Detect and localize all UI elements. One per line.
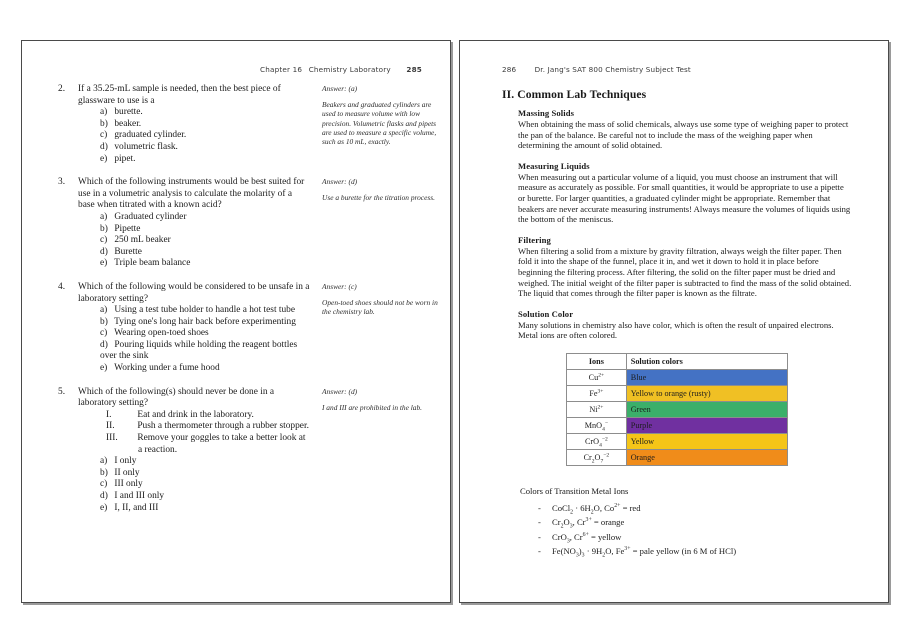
roman-item-label: I. [106, 409, 112, 420]
transition-metal-title: Colors of Transition Metal Ions [520, 485, 629, 496]
solution-color-cell: Yellow to orange (rusty) [626, 385, 787, 401]
answer-explanation: Use a burette for the titration process. [322, 193, 435, 203]
answer-sidenote [310, 177, 440, 202]
roman-item-text: Eat and drink in the laboratory. [135, 409, 254, 420]
ion-formula-cell: $Cu^{2+}$ [567, 369, 627, 385]
question-number: 4. [58, 281, 66, 292]
left-running-head-chapter: Chapter 16 [260, 65, 303, 74]
answer-choice[interactable] [100, 235, 310, 247]
table-row [567, 385, 788, 401]
roman-numeral-list [78, 410, 310, 456]
question-number: 2. [58, 84, 66, 94]
solution-color-cell: Yellow [626, 433, 787, 449]
ion-formula-cell: $Fe^{3+}$ [567, 385, 627, 401]
answer-choice[interactable] [100, 328, 310, 340]
question-main [40, 177, 310, 270]
answer-choice-text: I only [112, 456, 137, 467]
answer-choice-label: e) [100, 258, 108, 269]
transition-metal-formula: $Cr_2O_3$, $Cr^{3+}$ = orange [552, 517, 625, 531]
question-row [40, 177, 440, 270]
answer-choice-label: a) [100, 305, 108, 316]
answer-choice-text: I and III only [112, 491, 165, 501]
answer-choice-text: graduated cylinder. [112, 130, 187, 141]
answer-choice-text: Pouring liquids while holding the reagent bottles over the sink [100, 339, 298, 362]
answer-choice[interactable] [100, 212, 310, 224]
answer-choice-text: I, II, and III [112, 502, 159, 513]
ion-formula-cell: $Ni^{2+}$ [567, 401, 627, 417]
answer-explanation: I and III are prohibited in the lab. [322, 402, 423, 412]
question-main [40, 387, 310, 515]
answer-choice-text: Burette [112, 246, 142, 257]
subsection-heading: Solution Color [518, 308, 574, 319]
roman-item[interactable] [106, 421, 310, 433]
right-page [459, 40, 889, 603]
answer-choice[interactable] [100, 142, 310, 154]
bullet-dash: - [538, 531, 541, 542]
answer-choice-label: a) [100, 456, 108, 467]
answer-choice[interactable] [100, 317, 310, 329]
left-page-number: 285 [406, 65, 422, 74]
subsection-body: When filtering a solid from a mixture by gravity filtration, always weigh the filter paper. Then fold it into the shape of the funnel, place it in, and wet it down to hold it in place before beginning the filtering process. After filtering, the solid on the filter paper must be dried and weighed. The initial weight of the filter paper is subtracted to find the mass of the solid obtained. The liquid that comes through the filter paper is known as the filtrate. [518, 245, 852, 299]
roman-item-label: III. [106, 433, 118, 444]
ion-table-header-colors: Solution colors [626, 353, 787, 369]
table-row [567, 433, 788, 449]
answer-choice[interactable] [100, 503, 310, 515]
answer-key: Answer: (a) [322, 84, 358, 93]
question-row [40, 387, 440, 515]
answer-choice-label: d) [100, 491, 108, 501]
transition-metal-item [538, 501, 852, 516]
right-page-number: 286 [502, 65, 517, 74]
answer-choice[interactable] [100, 224, 310, 236]
ion-formula-cell: MnO$_4$− [567, 417, 627, 433]
right-running-head-title: Dr. Jang's SAT 800 Chemistry Subject Test [534, 65, 691, 74]
answer-choice-label: d) [100, 339, 108, 350]
right-page-body [460, 74, 888, 559]
answer-choice[interactable] [100, 154, 310, 166]
answer-choice-label: a) [100, 107, 108, 118]
answer-choice-text: burette. [112, 107, 143, 118]
answer-choice-text: Wearing open-toed shoes [112, 328, 209, 339]
answer-choice[interactable] [100, 247, 310, 259]
transition-metal-item [538, 544, 852, 559]
question-main [40, 282, 310, 375]
section-title: II. Common Lab Techniques [502, 88, 647, 101]
answer-choice-list [78, 212, 310, 270]
transition-metal-item [538, 530, 852, 545]
question-stem: Which of the following would be considered to be unsafe in a laboratory setting? [78, 281, 310, 304]
answer-key: Answer: (d) [322, 386, 358, 396]
question-row [40, 282, 440, 375]
answer-choice-list [78, 107, 310, 165]
question-number: 5. [58, 386, 66, 397]
answer-key: Answer: (c) [322, 281, 357, 291]
answer-key: Answer: (d) [322, 177, 358, 187]
answer-choice-label: b) [100, 223, 108, 234]
answer-choice[interactable] [100, 456, 310, 468]
left-page [21, 40, 451, 603]
answer-choice[interactable] [100, 107, 310, 119]
roman-item-label: II. [106, 421, 115, 432]
answer-explanation: Open-toed shoes should not be worn in the chemistry lab. [322, 298, 438, 317]
answer-choice[interactable] [100, 363, 310, 375]
answer-choice[interactable] [100, 130, 310, 142]
question-row [40, 84, 440, 165]
answer-choice-label: d) [100, 246, 108, 257]
answer-sidenote [310, 387, 440, 412]
answer-choice-label: e) [100, 502, 108, 513]
answer-choice-text: Using a test tube holder to handle a hot test tube [112, 305, 296, 316]
answer-choice[interactable] [100, 258, 310, 270]
question-number: 3. [58, 177, 66, 188]
subsection-body: When measuring out a particular volume of a liquid, you must choose an instrument that will measure as accurately as possible. For small quantities, it would be appropriate to use a pipette or burette. For larger quantities, a graduated cylinder might be appropriate. Remember that beakers are never accurate measuring instruments! Always measure the volumes of liquids using the bottom of the meniscus. [518, 171, 851, 225]
question-list [22, 74, 450, 514]
answer-choice-text: Triple beam balance [112, 258, 191, 269]
solution-color-cell: Purple [626, 417, 787, 433]
roman-item-text: Remove your goggles to take a better look at a reaction. [135, 433, 306, 455]
answer-choice-text: Working under a fume hood [112, 363, 220, 374]
left-running-head [22, 41, 450, 74]
answer-choice-label: c) [100, 328, 108, 339]
answer-choice-text: Tying one's long hair back before experimenting [112, 316, 296, 327]
answer-choice-label: b) [100, 118, 108, 129]
answer-choice-label: b) [100, 316, 108, 327]
table-row [567, 449, 788, 465]
answer-choice-text: 250 mL beaker [112, 235, 171, 246]
solution-color-cell: Orange [626, 449, 787, 465]
answer-explanation: Beakers and graduated cylinders are used to measure volume with low precision. Volumetric flasks and pipets are used to measure a specific volume, such as 10 mL, exactly. [322, 100, 437, 147]
solution-color-cell: Blue [626, 369, 787, 385]
subsection-body: When obtaining the mass of solid chemicals, always use some type of weighing paper to protect the pan of the balance. Be careful not to include the mass of the weighing paper when determining the amount of solid obtained. [518, 119, 849, 151]
question-main [40, 84, 310, 165]
table-row [567, 401, 788, 417]
answer-choice[interactable] [100, 340, 310, 363]
ion-formula-cell: CrO$_4^{-2}$ [567, 433, 627, 449]
subsection-heading: Massing Solids [518, 108, 575, 118]
transition-metal-formula: CrO$_3$, $Cr^{6+}$ = yellow [552, 531, 622, 545]
answer-sidenote [310, 282, 440, 317]
answer-choice[interactable] [100, 491, 310, 503]
roman-item-text: Push a thermometer through a rubber stopper. [135, 421, 309, 432]
answer-choice-text: II only [112, 467, 140, 478]
subsection-body: Many solutions in chemistry also have color, which is often the result of unpaired electrons. Metal ions are often colored. [518, 319, 834, 341]
answer-choice-text: III only [112, 479, 143, 490]
ion-formula-cell: $Cr_2O_7^{-2}$ [567, 449, 627, 465]
answer-choice[interactable] [100, 305, 310, 317]
answer-choice-text: beaker. [112, 118, 142, 129]
transition-metal-list [502, 501, 852, 559]
answer-choice[interactable] [100, 479, 310, 491]
table-row [567, 417, 788, 433]
answer-choice-list [78, 305, 310, 375]
answer-choice-text: volumetric flask. [112, 141, 178, 152]
question-stem: Which of the following(s) should never be done in a laboratory setting? [78, 386, 275, 409]
transition-metal-item [538, 515, 852, 530]
transition-metal-formula: CoCl$_2$ · $6H_2O$, $Co^{2+}$ = red [552, 502, 641, 516]
answer-choice-label: e) [100, 153, 108, 164]
answer-choice[interactable] [100, 468, 310, 480]
answer-choice-list [78, 456, 310, 514]
bullet-dash: - [538, 546, 541, 557]
roman-item[interactable] [106, 409, 310, 422]
ion-table-body [567, 369, 788, 465]
answer-choice-label: e) [100, 363, 108, 374]
answer-choice-label: c) [100, 130, 108, 141]
right-running-head [460, 41, 888, 74]
answer-choice-text: Pipette [112, 223, 141, 234]
table-row [567, 369, 788, 385]
left-running-head-title: Chemistry Laboratory [308, 65, 391, 74]
question-stem: Which of the following instruments would be best suited for use in a volumetric analysis to calculate the molarity of a base when titrated with a known acid? [78, 177, 305, 211]
bullet-dash: - [538, 517, 541, 528]
answer-choice-label: d) [100, 141, 108, 152]
solution-color-cell: Green [626, 401, 787, 417]
answer-choice-label: c) [100, 479, 108, 490]
bullet-dash: - [538, 502, 541, 513]
answer-choice-label: a) [100, 211, 108, 222]
answer-choice-label: c) [100, 235, 108, 246]
roman-item[interactable] [106, 433, 310, 456]
answer-choice-text: Graduated cylinder [112, 211, 187, 222]
ion-table-wrap [502, 353, 852, 466]
subsection-heading: Measuring Liquids [518, 160, 590, 171]
question-stem: If a 35.25-mL sample is needed, then the best piece of glassware to use is a [78, 84, 281, 106]
subsection-list [502, 108, 852, 341]
ion-color-table [566, 353, 788, 466]
answer-sidenote [310, 84, 440, 146]
answer-choice-text: pipet. [112, 153, 136, 164]
transition-metal-formula: $Fe(NO_3)_3 \cdot 9H_2O$, $Fe^{3+}$ = pale yellow (in 6 M of HCl) [552, 546, 737, 560]
answer-choice[interactable] [100, 119, 310, 131]
answer-choice-label: b) [100, 467, 108, 478]
ion-table-header-row [567, 353, 788, 369]
subsection-heading: Filtering [518, 234, 551, 245]
ion-table-header-ions: Ions [567, 353, 627, 369]
